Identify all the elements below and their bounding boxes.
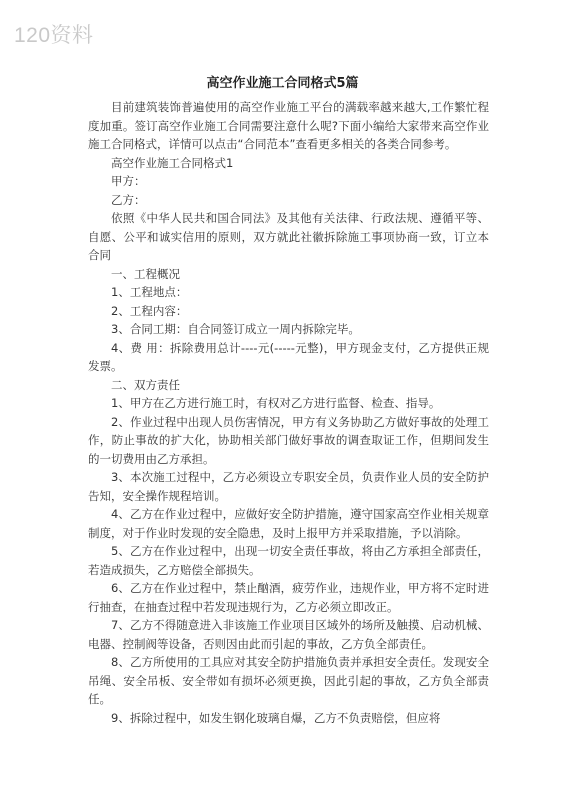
paragraph: 5、乙方在作业过程中，出现一切安全责任事故，将由乙方承担全部责任，若造成损失，乙方赔偿全部损失。 bbox=[88, 544, 489, 577]
paragraph: 甲方： bbox=[111, 174, 146, 188]
paragraph: 7、乙方不得随意进入非该施工作业项目区域外的场所及触摸、启动机械、电器、控制阀等设备，否则因由此而引起的事故，乙方负全部责任。 bbox=[88, 618, 489, 651]
paragraph: 依照《中华人民共和国合同法》及其他有关法律、行政法规、遵循平等、自愿、公平和诚实信用的原则，双方就此社徽拆除施工事项协商一致，订立本合同 bbox=[88, 211, 489, 262]
paragraph: 4、乙方在作业过程中，应做好安全防护措施，遵守国家高空作业相关规章制度，对于作业时发现的安全隐患，及时上报甲方并采取措施，予以消除。 bbox=[88, 507, 489, 540]
document-title: 高空作业施工合同格式5篇 bbox=[206, 76, 359, 91]
paragraph: 二、双方责任 bbox=[111, 377, 180, 392]
paragraph: 一、工程概况 bbox=[111, 266, 180, 281]
paragraph: 1、工程地点： bbox=[111, 285, 188, 299]
paragraph: 8、乙方所使用的工具应对其安全防护措施负责并承担安全责任。发现安全吊绳、安全吊板、安全带如有损坏必须更换，因此引起的事故，乙方负全部责任。 bbox=[88, 655, 489, 706]
paragraph: 2、作业过程中出现人员伤害情况，甲方有义务协助乙方做好事故的处理工作，防止事故的扩大化，协助相关部门做好事故的调查取证工作，但期间发生的一切费用由乙方承担。 bbox=[88, 414, 489, 466]
watermark-logo: 120资料 bbox=[14, 24, 94, 47]
paragraph: 乙方： bbox=[111, 192, 146, 207]
paragraph: 3、本次施工过程中，乙方必须设立专职安全员，负责作业人员的安全防护告知，安全操作规程培训。 bbox=[88, 470, 489, 503]
paragraph: 1、甲方在乙方进行施工时，有权对乙方进行监督、检查、指导。 bbox=[111, 396, 441, 410]
paragraph: 6、乙方在作业过程中，禁止酗酒，疲劳作业，违规作业，甲方将不定时进行抽查，在抽查过程中若发现违规行为，乙方必须立即改正。 bbox=[88, 581, 489, 614]
document-body bbox=[88, 98, 489, 727]
paragraph: 目前建筑装饰普遍使用的高空作业施工平台的满载率越来越大,工作繁忙程度加重。签订高空作业施工合同需要注意什么呢?下面小编给大家带来高空作业施工合同格式，详情可以点击“合同范本”查看更多相关的各类合同参考。 bbox=[88, 100, 489, 151]
paragraph: 3、合同工期：自合同签订成立一周内拆除完毕。 bbox=[111, 322, 360, 336]
paragraph: 9、拆除过程中，如发生钢化玻璃自爆，乙方不负责赔偿，但应将 bbox=[111, 710, 441, 725]
paragraph: 4、费 用：拆除费用总计----元(-----元整)，甲方现金支付，乙方提供正规发票。 bbox=[88, 340, 489, 373]
paragraph: 2、工程内容： bbox=[111, 303, 188, 318]
paragraph: 高空作业施工合同格式1 bbox=[111, 155, 234, 170]
